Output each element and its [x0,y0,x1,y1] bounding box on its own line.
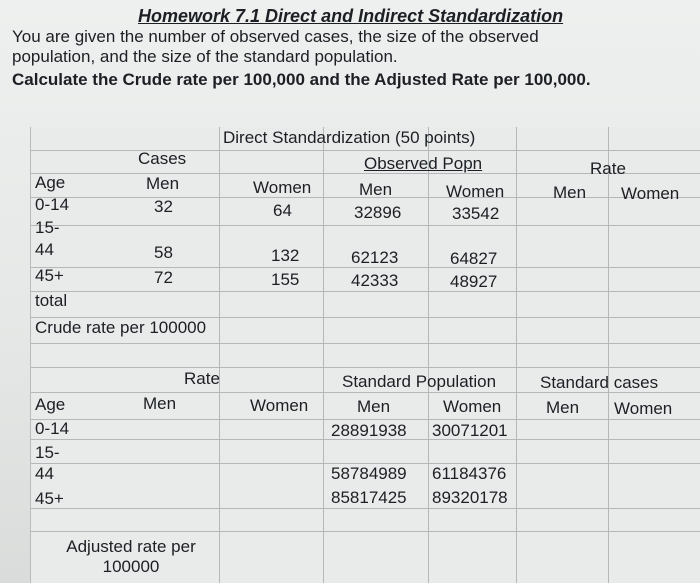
age-col-header-2: Age [35,395,66,414]
age-label-0-14: 0-14 [35,195,70,214]
standard-cases-header: Standard cases [540,373,659,392]
gridline [219,127,220,583]
gridline [323,127,324,583]
cases-women-value: 64 [273,201,292,220]
gridline [516,127,517,583]
cases-men-value: 58 [154,243,173,262]
age-label-0-14-2: 0-14 [35,419,70,438]
age-col-header: Age [35,173,66,192]
gridline [31,531,700,532]
std-pop-men-value: 28891938 [331,421,407,440]
intro-text-line-2: population, and the size of the standard population. [12,47,398,66]
popn-women-value: 48927 [450,272,498,291]
adjusted-rate-label-line2: 100000 [102,557,160,576]
direct-standardization-title: Direct Standardization (50 points) [223,128,476,147]
popn-women-value: 33542 [452,204,500,223]
std-cases-men-header: Men [546,398,580,417]
age-label-15-44-line2: 44 [35,240,54,259]
popn-men-value: 42333 [351,271,399,290]
popn-men-value: 32896 [354,203,402,222]
popn-men-value: 62123 [351,248,399,267]
rate-women-header: Women [621,184,680,203]
standardization-worksheet [30,127,700,583]
instruction-text: Calculate the Crude rate per 100,000 and the Adjusted Rate per 100,000. [12,70,591,89]
cases-men-header: Men [146,174,180,193]
age-label-45-plus: 45+ [35,266,64,285]
age-label-15-44-2-line1: 15- [35,443,60,462]
cases-men-value: 32 [154,197,173,216]
total-label: total [35,291,68,310]
rate-men-header: Men [553,183,587,202]
gridline [31,419,700,420]
gridline [608,127,609,583]
gridline [31,367,700,368]
gridline [31,508,700,509]
age-label-45-plus-2: 45+ [35,489,64,508]
cases-women-header: Women [253,178,312,197]
age-label-15-44-line1: 15- [35,218,60,237]
cases-men-value: 72 [154,268,173,287]
std-pop-women-value: 89320178 [432,488,508,507]
intro-text-line-1: You are given the number of observed cases, the size of the observed [12,27,539,46]
rate-header: Rate [590,159,626,178]
popn-women-value: 64827 [450,249,498,268]
age-label-15-44-2-line2: 44 [35,464,54,483]
std-cases-women-header: Women [614,399,673,418]
gridline [31,343,700,344]
std-pop-men-value: 85817425 [331,488,407,507]
rate-women-header-2: Women [250,396,309,415]
std-pop-women-value: 30071201 [432,421,508,440]
adjusted-rate-label-line1: Adjusted rate per [66,537,196,556]
gridline [31,225,700,226]
std-pop-men-header: Men [357,397,391,416]
rate-men-header-2: Men [143,394,177,413]
std-pop-men-value: 58784989 [331,464,407,483]
std-pop-women-header: Women [443,397,502,416]
popn-women-header: Women [446,182,505,201]
gridline [428,127,429,583]
rate-header-2: Rate [184,369,220,388]
cases-women-value: 155 [271,270,300,289]
gridline [31,150,700,151]
std-pop-women-value: 61184376 [432,464,507,483]
gridline [31,291,700,292]
crude-rate-label: Crude rate per 100000 [35,318,207,337]
popn-men-header: Men [359,180,393,199]
standard-population-header: Standard Population [342,372,497,391]
cases-header: Cases [138,149,187,168]
cases-women-value: 132 [271,246,300,265]
homework-title: Homework 7.1 Direct and Indirect Standardization [138,6,564,26]
observed-popn-header: Observed Popn [364,154,483,173]
